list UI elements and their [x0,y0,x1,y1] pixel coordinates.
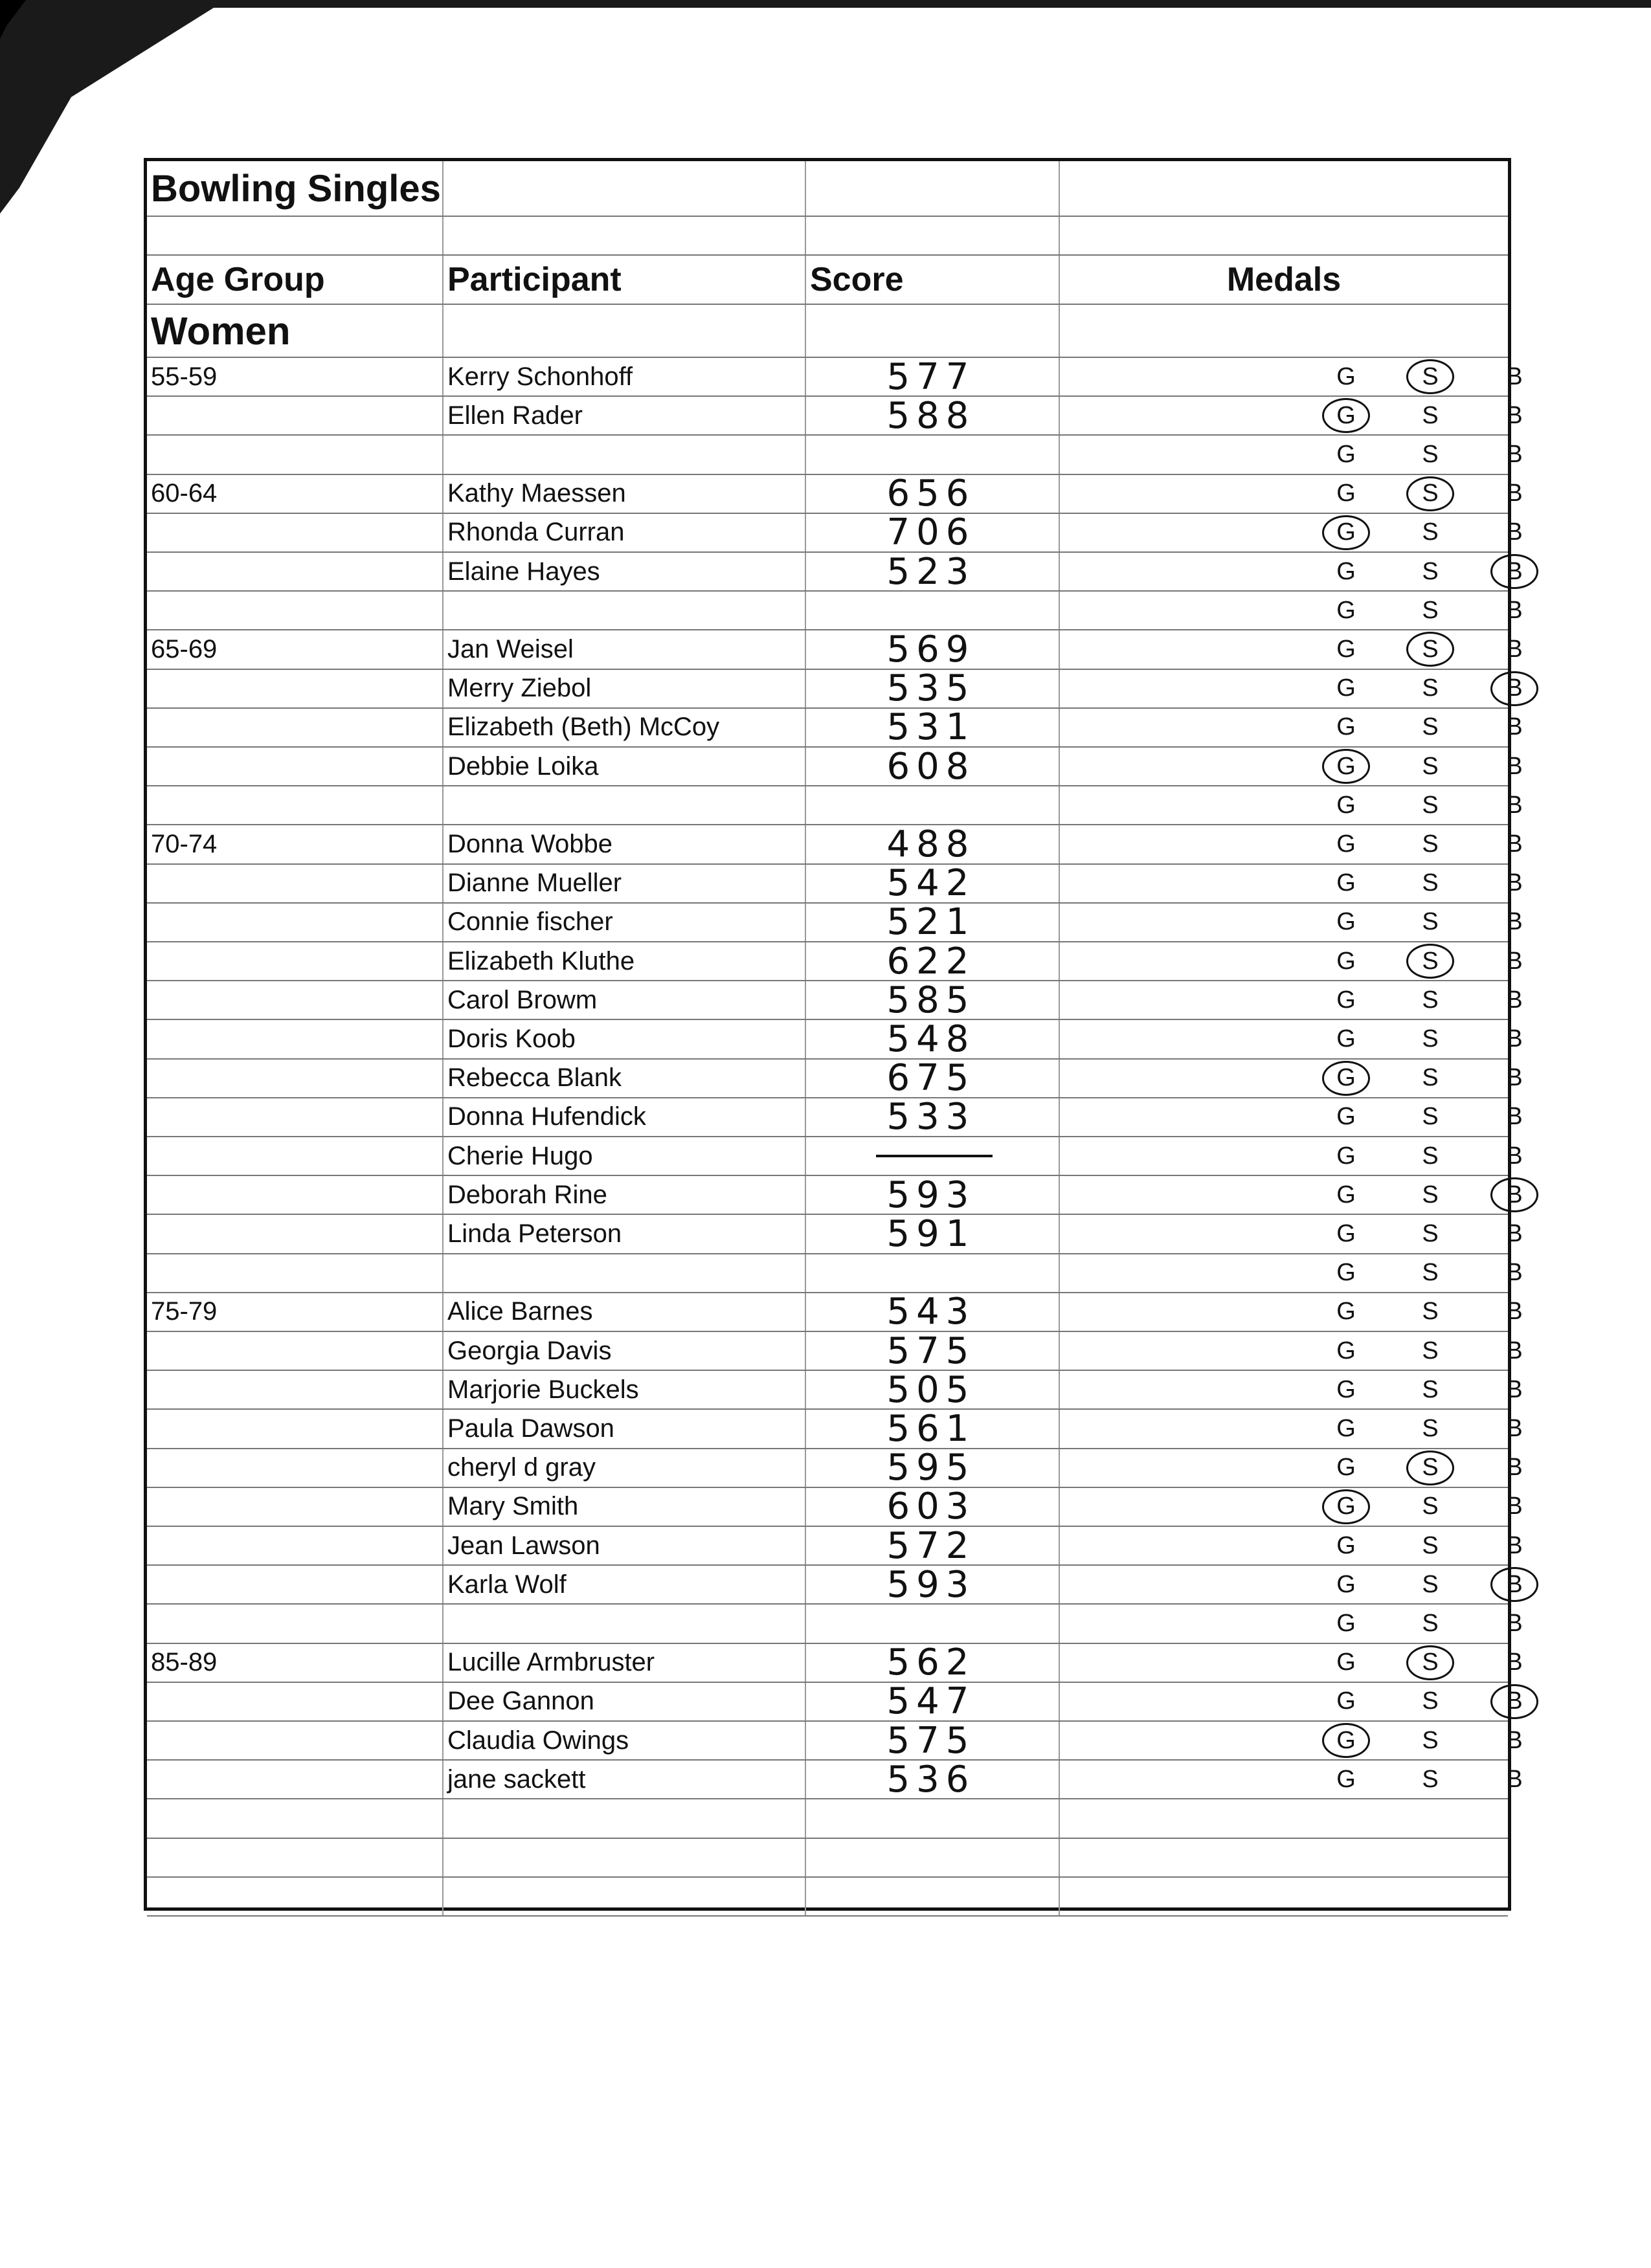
medal-s: S [1422,1142,1439,1170]
medal-g: G [1336,1414,1356,1442]
medal-options [1060,786,1523,824]
section-title: Women [151,309,291,353]
participant-name: Linda Peterson [447,1219,622,1248]
medal-s: S [1422,440,1439,468]
table-row [147,1680,1523,1723]
medal-g: G [1336,1181,1356,1208]
medal-b: B [1506,1493,1523,1520]
medal-options [1060,942,1523,980]
medal-s: S [1422,557,1439,585]
table-row [147,1719,1523,1762]
table-row [147,1524,1523,1567]
medal-b: B [1506,1064,1523,1092]
medal-g: G [1336,1219,1356,1247]
handwritten-score: 548 [886,1017,976,1060]
age-group: 85-89 [151,1648,218,1677]
medal-g-circled: G [1322,749,1370,784]
medal-b: B [1506,713,1523,741]
medal-b: B [1506,1142,1523,1170]
table-row [147,1329,1523,1372]
medal-options [1060,475,1523,513]
medal-options [1060,1332,1523,1370]
medal-b: B [1506,986,1523,1014]
medal-g: G [1336,596,1356,624]
table-row [147,1137,1523,1176]
medal-options [1060,1722,1523,1759]
participant-name: Donna Hufendick [447,1102,646,1131]
medal-g: G [1336,440,1356,468]
handwritten-score: 505 [886,1368,976,1411]
handwritten-score: 603 [886,1485,976,1528]
table-row [147,1254,1523,1293]
medal-s: S [1422,1219,1439,1247]
participant-name: Georgia Davis [447,1336,612,1365]
handwritten-score: 591 [886,1212,976,1255]
medal-options [1060,630,1523,668]
handwritten-score: 575 [886,1329,976,1372]
medal-b: B [1506,752,1523,780]
medal-g: G [1336,1649,1356,1676]
table-row [147,823,1523,865]
medal-options [1060,1683,1523,1720]
age-group: 70-74 [151,829,218,858]
participant-name: Merry Ziebol [447,674,592,703]
medal-options [1060,514,1523,551]
medal-g: G [1336,791,1356,819]
medal-options [1060,553,1523,590]
participant-name: Kathy Maessen [447,479,626,508]
medal-b: B [1506,518,1523,546]
medal-b-circled: B [1490,1567,1538,1602]
medal-b: B [1506,440,1523,468]
medal-g-circled: G [1322,1061,1370,1096]
medal-b: B [1506,1414,1523,1442]
medal-s: S [1422,401,1439,429]
handwritten-score: 562 [886,1641,976,1684]
table-row [147,472,1523,515]
medal-g: G [1336,947,1356,975]
medal-options [1060,825,1523,863]
handwritten-score: 521 [886,901,976,944]
medal-b: B [1506,1298,1523,1326]
medal-options [1060,1176,1523,1214]
medal-s: S [1422,1493,1439,1520]
table-row [147,394,1523,437]
medal-b-circled: B [1490,1177,1538,1212]
table-row [147,1291,1523,1333]
handwritten-score: 593 [886,1563,976,1606]
handwritten-score: 608 [886,745,976,788]
participant-name: Claudia Owings [447,1726,629,1755]
handwritten-score: 577 [886,355,976,398]
medal-options [1060,1293,1523,1331]
medal-options [1060,1215,1523,1252]
medal-options [1060,709,1523,746]
medal-b: B [1506,1259,1523,1287]
medal-s: S [1422,869,1439,897]
medal-s-circled: S [1406,1451,1454,1485]
medal-g: G [1336,557,1356,585]
medal-options [1060,904,1523,941]
handwritten-score: 536 [886,1758,976,1801]
medal-g: G [1336,362,1356,390]
medal-g: G [1336,986,1356,1014]
handwritten-score: 561 [886,1407,976,1450]
medal-s: S [1422,1570,1439,1598]
participant-name: cheryl d gray [447,1453,596,1482]
handwritten-score: 575 [886,1719,976,1762]
table-row [147,862,1523,905]
medal-s: S [1422,1259,1439,1287]
medal-b: B [1506,1726,1523,1754]
table-row [147,901,1523,944]
results-sheet [144,158,1523,1911]
table-row [147,1605,1523,1643]
medal-s: S [1422,908,1439,936]
medal-s: S [1422,1375,1439,1403]
participant-name: Dianne Mueller [447,869,622,898]
medal-g: G [1336,635,1356,663]
medal-s: S [1422,1103,1439,1131]
participant-name: Donna Wobbe [447,829,612,858]
medal-g-circled: G [1322,1723,1370,1758]
medal-b: B [1506,1649,1523,1676]
header-medals: Medals [1226,261,1342,298]
medal-options [1060,1020,1523,1058]
header-score: Score [810,261,904,298]
medal-b: B [1506,1103,1523,1131]
medal-b: B [1506,1531,1523,1559]
handwritten-score: 543 [886,1291,976,1333]
participant-name: Paula Dawson [447,1414,614,1443]
participant-name: Ellen Rader [447,401,583,430]
medal-s: S [1422,518,1439,546]
handwritten-score: 523 [886,550,976,593]
handwritten-score: 622 [886,940,976,983]
empty-row [147,1878,1508,1917]
table-row [147,1447,1523,1489]
handwritten-score: 569 [886,628,976,671]
table-row [147,786,1523,825]
medal-s: S [1422,1765,1439,1793]
age-group: 55-59 [151,362,218,391]
medal-b: B [1506,869,1523,897]
medal-options [1060,748,1523,785]
table-row [147,1758,1523,1801]
medal-s: S [1422,1337,1439,1364]
medal-b: B [1506,596,1523,624]
medal-options [1060,1644,1523,1682]
table-row [147,1641,1523,1684]
medal-b: B [1506,1609,1523,1637]
scan-top-edge [214,0,1651,8]
medal-b: B [1506,1765,1523,1793]
handwritten-score: 488 [886,823,976,865]
participant-name: Lucille Armbruster [447,1648,655,1677]
medal-s-circled: S [1406,476,1454,511]
table-row [147,1407,1523,1450]
medal-s: S [1422,986,1439,1014]
participant-name: Doris Koob [447,1024,576,1053]
medal-b: B [1506,1025,1523,1052]
handwritten-score: 531 [886,706,976,749]
medal-s: S [1422,674,1439,702]
medal-s: S [1422,1414,1439,1442]
medal-s: S [1422,1064,1439,1092]
medal-s-circled: S [1406,632,1454,667]
participant-name: Deborah Rine [447,1180,607,1209]
section-row [147,305,1508,358]
medal-s: S [1422,1025,1439,1052]
handwritten-score: 588 [886,394,976,437]
medal-g: G [1336,1765,1356,1793]
medal-g: G [1336,1025,1356,1052]
medal-options [1060,1488,1523,1526]
medal-options [1060,1098,1523,1136]
participant-name: Jean Lawson [447,1531,600,1560]
medal-b: B [1506,1375,1523,1403]
participant-name: Karla Wolf [447,1570,567,1599]
table-row [147,667,1523,710]
age-group: 65-69 [151,634,218,663]
medal-options [1060,670,1523,707]
participant-name: Marjorie Buckels [447,1375,639,1404]
medal-options [1060,436,1523,473]
table-row [147,1368,1523,1411]
medal-options [1060,1449,1523,1487]
handwritten-score: 595 [886,1447,976,1489]
table-row [147,592,1523,630]
medal-s-circled: S [1406,359,1454,394]
medal-g-circled: G [1322,1489,1370,1524]
participant-name: Elaine Hayes [447,557,600,586]
sheet-title: Bowling Singles [151,167,441,210]
medal-b: B [1506,1337,1523,1364]
medal-options [1060,1137,1523,1175]
participant-name: Rhonda Curran [447,518,625,547]
medal-options [1060,1566,1523,1603]
no-score-dash [876,1155,993,1157]
participant-name: Dee Gannon [447,1687,594,1716]
handwritten-score: 572 [886,1524,976,1567]
table-row [147,940,1523,983]
participant-name: Jan Weisel [447,634,574,663]
participant-name: Alice Barnes [447,1297,593,1326]
medal-b: B [1506,362,1523,390]
table-row [147,628,1523,671]
medal-b: B [1506,480,1523,507]
header-row [147,256,1508,305]
medal-options [1060,865,1523,902]
medal-s: S [1422,1726,1439,1754]
table-row [147,1017,1523,1060]
handwritten-score: 585 [886,979,976,1021]
handwritten-score: 542 [886,862,976,905]
medal-options [1060,397,1523,434]
participant-name: Debbie Loika [447,751,599,781]
table-row [147,745,1523,788]
handwritten-score: 535 [886,667,976,710]
medal-options [1060,1060,1523,1097]
medal-g: G [1336,1337,1356,1364]
participant-name: Cherie Hugo [447,1141,593,1170]
medal-b: B [1506,830,1523,858]
participant-name: Elizabeth (Beth) McCoy [447,713,720,742]
medal-g: G [1336,1259,1356,1287]
medal-g: G [1336,713,1356,741]
table-row [147,1212,1523,1255]
participant-name: Carol Browm [447,985,598,1014]
table-row [147,550,1523,593]
medal-s: S [1422,1687,1439,1715]
medal-g: G [1336,1531,1356,1559]
medal-b: B [1506,635,1523,663]
medal-b: B [1506,401,1523,429]
medal-g: G [1336,674,1356,702]
title-row [147,161,1508,217]
medal-s: S [1422,791,1439,819]
medal-b: B [1506,908,1523,936]
medal-s: S [1422,1181,1439,1208]
medal-options [1060,1254,1523,1292]
medal-options [1060,1371,1523,1408]
header-age-group: Age Group [151,261,325,298]
medal-g: G [1336,869,1356,897]
handwritten-score: 547 [886,1680,976,1723]
medal-g: G [1336,908,1356,936]
medal-g: G [1336,1103,1356,1131]
medal-g: G [1336,830,1356,858]
medal-s: S [1422,1298,1439,1326]
empty-row [147,1839,1508,1878]
table-row [147,511,1523,554]
handwritten-score: 656 [886,472,976,515]
medal-options [1060,1527,1523,1564]
medal-options [1060,1761,1523,1798]
table-row [147,1563,1523,1606]
table-row [147,979,1523,1021]
participant-name: jane sackett [447,1764,586,1794]
medal-g: G [1336,1298,1356,1326]
medal-b-circled: B [1490,1684,1538,1719]
table-row [147,1173,1523,1216]
medal-b-circled: B [1490,554,1538,589]
participant-name: Kerry Schonhoff [447,362,633,391]
medal-g: G [1336,1687,1356,1715]
age-group: 60-64 [151,479,218,508]
medal-options [1060,1410,1523,1447]
medal-s-circled: S [1406,944,1454,979]
table-row [147,355,1523,398]
table-row [147,1057,1523,1100]
table-row [147,1096,1523,1139]
handwritten-score: 706 [886,511,976,554]
handwritten-score: 593 [886,1173,976,1216]
participant-name: Elizabeth Kluthe [447,946,635,975]
medal-b: B [1506,791,1523,819]
medal-g-circled: G [1322,515,1370,550]
medal-s: S [1422,1531,1439,1559]
medal-b-circled: B [1490,671,1538,706]
medal-s: S [1422,713,1439,741]
age-group: 75-79 [151,1297,218,1326]
medal-s: S [1422,1609,1439,1637]
participant-name: Rebecca Blank [447,1063,622,1093]
medal-g-circled: G [1322,398,1370,433]
medal-options [1060,358,1523,395]
participant-name: Connie fischer [447,907,613,937]
medal-g: G [1336,1454,1356,1482]
table-row [147,706,1523,749]
medal-s: S [1422,830,1439,858]
table-row [147,436,1523,474]
medal-g: G [1336,480,1356,507]
medal-g: G [1336,1609,1356,1637]
medal-options [1060,592,1523,629]
empty-row [147,1799,1508,1838]
medal-g: G [1336,1375,1356,1403]
medal-g: G [1336,1142,1356,1170]
medal-s: S [1422,596,1439,624]
medal-options [1060,1605,1523,1642]
table-row [147,1485,1523,1528]
handwritten-score: 533 [886,1096,976,1139]
header-participant: Participant [447,261,622,298]
medal-s: S [1422,752,1439,780]
medal-g: G [1336,1570,1356,1598]
handwritten-score: 675 [886,1057,976,1100]
spacer-row [147,217,1508,256]
medal-options [1060,981,1523,1019]
medal-b: B [1506,947,1523,975]
medal-b: B [1506,1219,1523,1247]
medal-s-circled: S [1406,1645,1454,1680]
participant-name: Mary Smith [447,1492,579,1521]
medal-b: B [1506,1454,1523,1482]
